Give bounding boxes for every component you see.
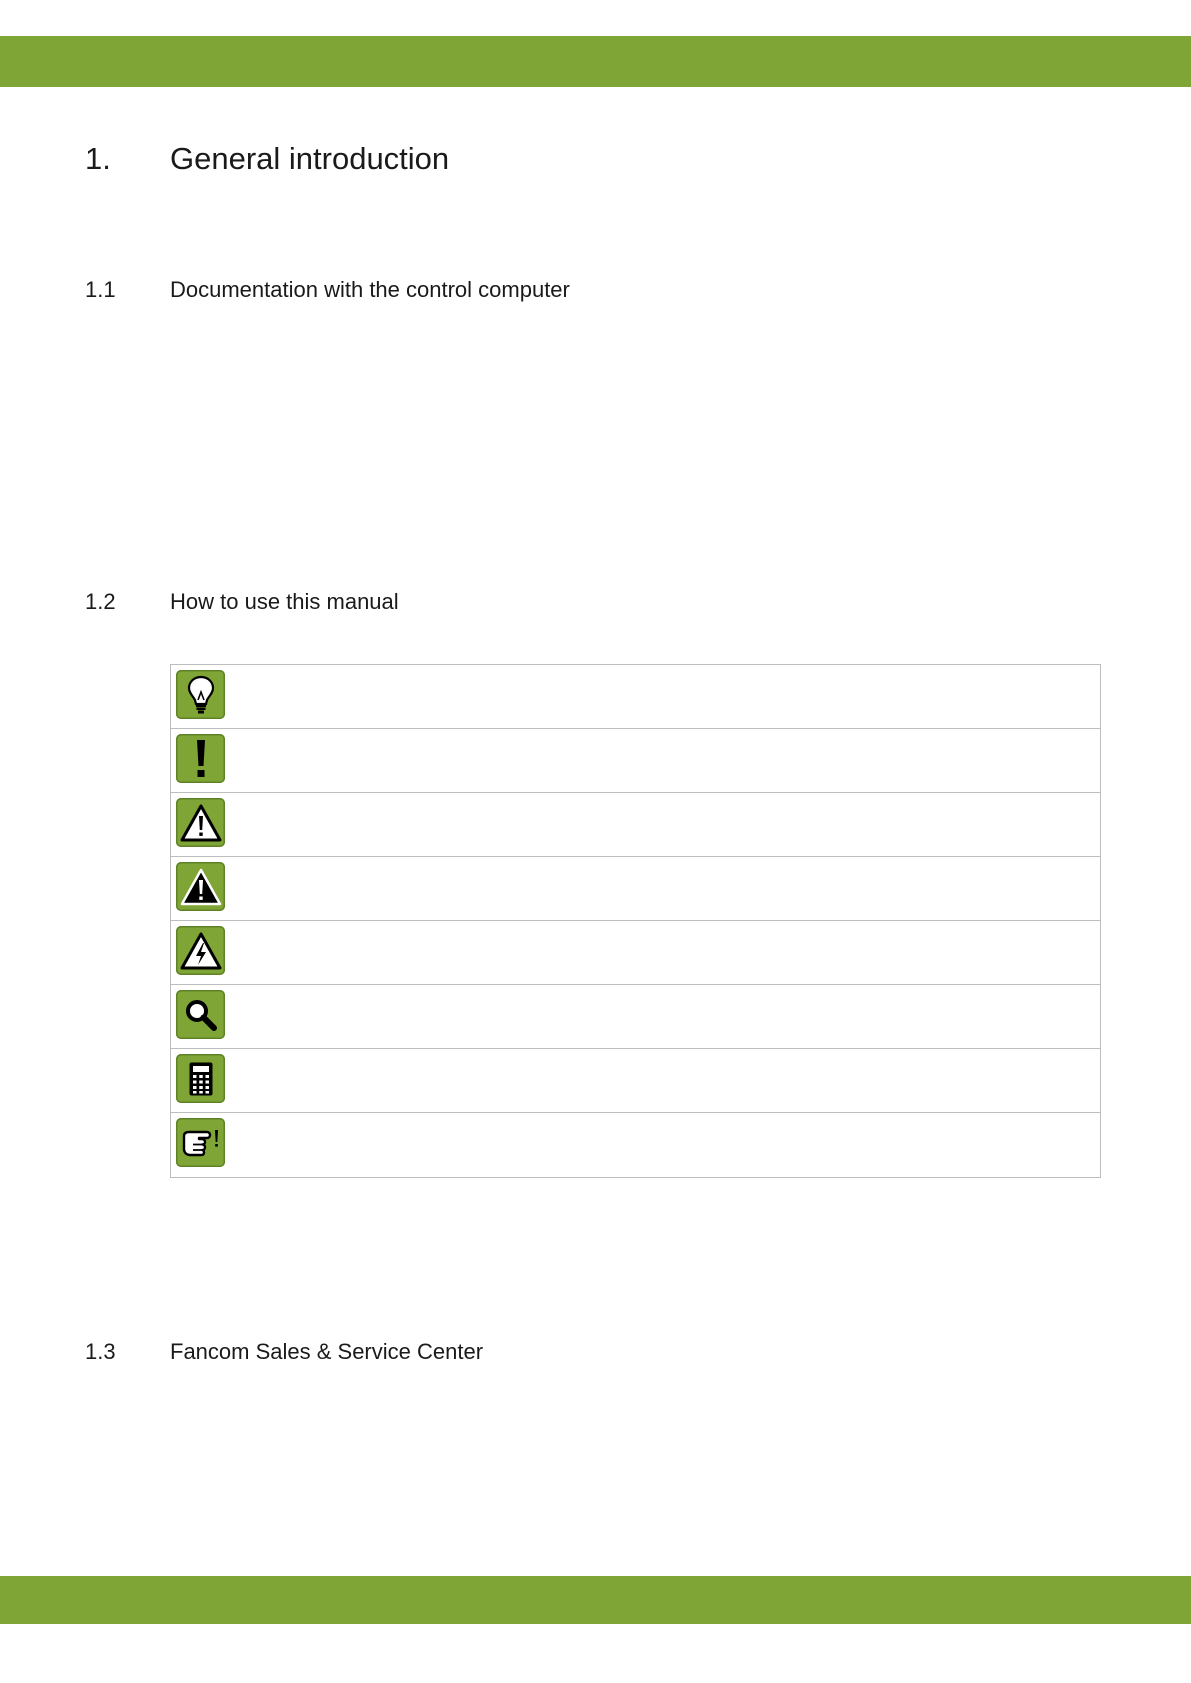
chapter-number: 1. [85,141,111,176]
section-heading-1-3 [85,1339,483,1365]
section-heading-1-1 [85,277,570,303]
icon-legend-row [171,921,1100,985]
section-title: Documentation with the control computer [170,277,570,302]
icon-legend-row [171,793,1100,857]
section-title: Fancom Sales & Service Center [170,1339,484,1364]
icon-legend-row [171,1049,1100,1113]
lightbulb-icon [176,670,225,719]
warning-triangle-icon [176,798,225,847]
icon-legend-row [171,857,1100,921]
electric-hazard-icon [176,926,225,975]
section-number: 1.2 [85,589,116,614]
chapter-title: General introduction [170,141,450,176]
icon-legend-row [171,1113,1100,1177]
icon-legend-table [170,664,1101,1178]
danger-triangle-icon [176,862,225,911]
section-title: How to use this manual [170,589,399,614]
section-heading-1-2 [85,589,399,615]
icon-legend-row [171,729,1100,793]
pointing-hand-icon [176,1118,225,1167]
icon-legend-row [171,985,1100,1049]
magnifier-icon [176,990,225,1039]
calculator-icon [176,1054,225,1103]
header-band [0,36,1191,87]
chapter-heading [85,141,449,177]
icon-legend-row [171,665,1100,729]
exclamation-icon [176,734,225,783]
section-number: 1.3 [85,1339,116,1364]
footer-band [0,1576,1191,1624]
section-number: 1.1 [85,277,116,302]
